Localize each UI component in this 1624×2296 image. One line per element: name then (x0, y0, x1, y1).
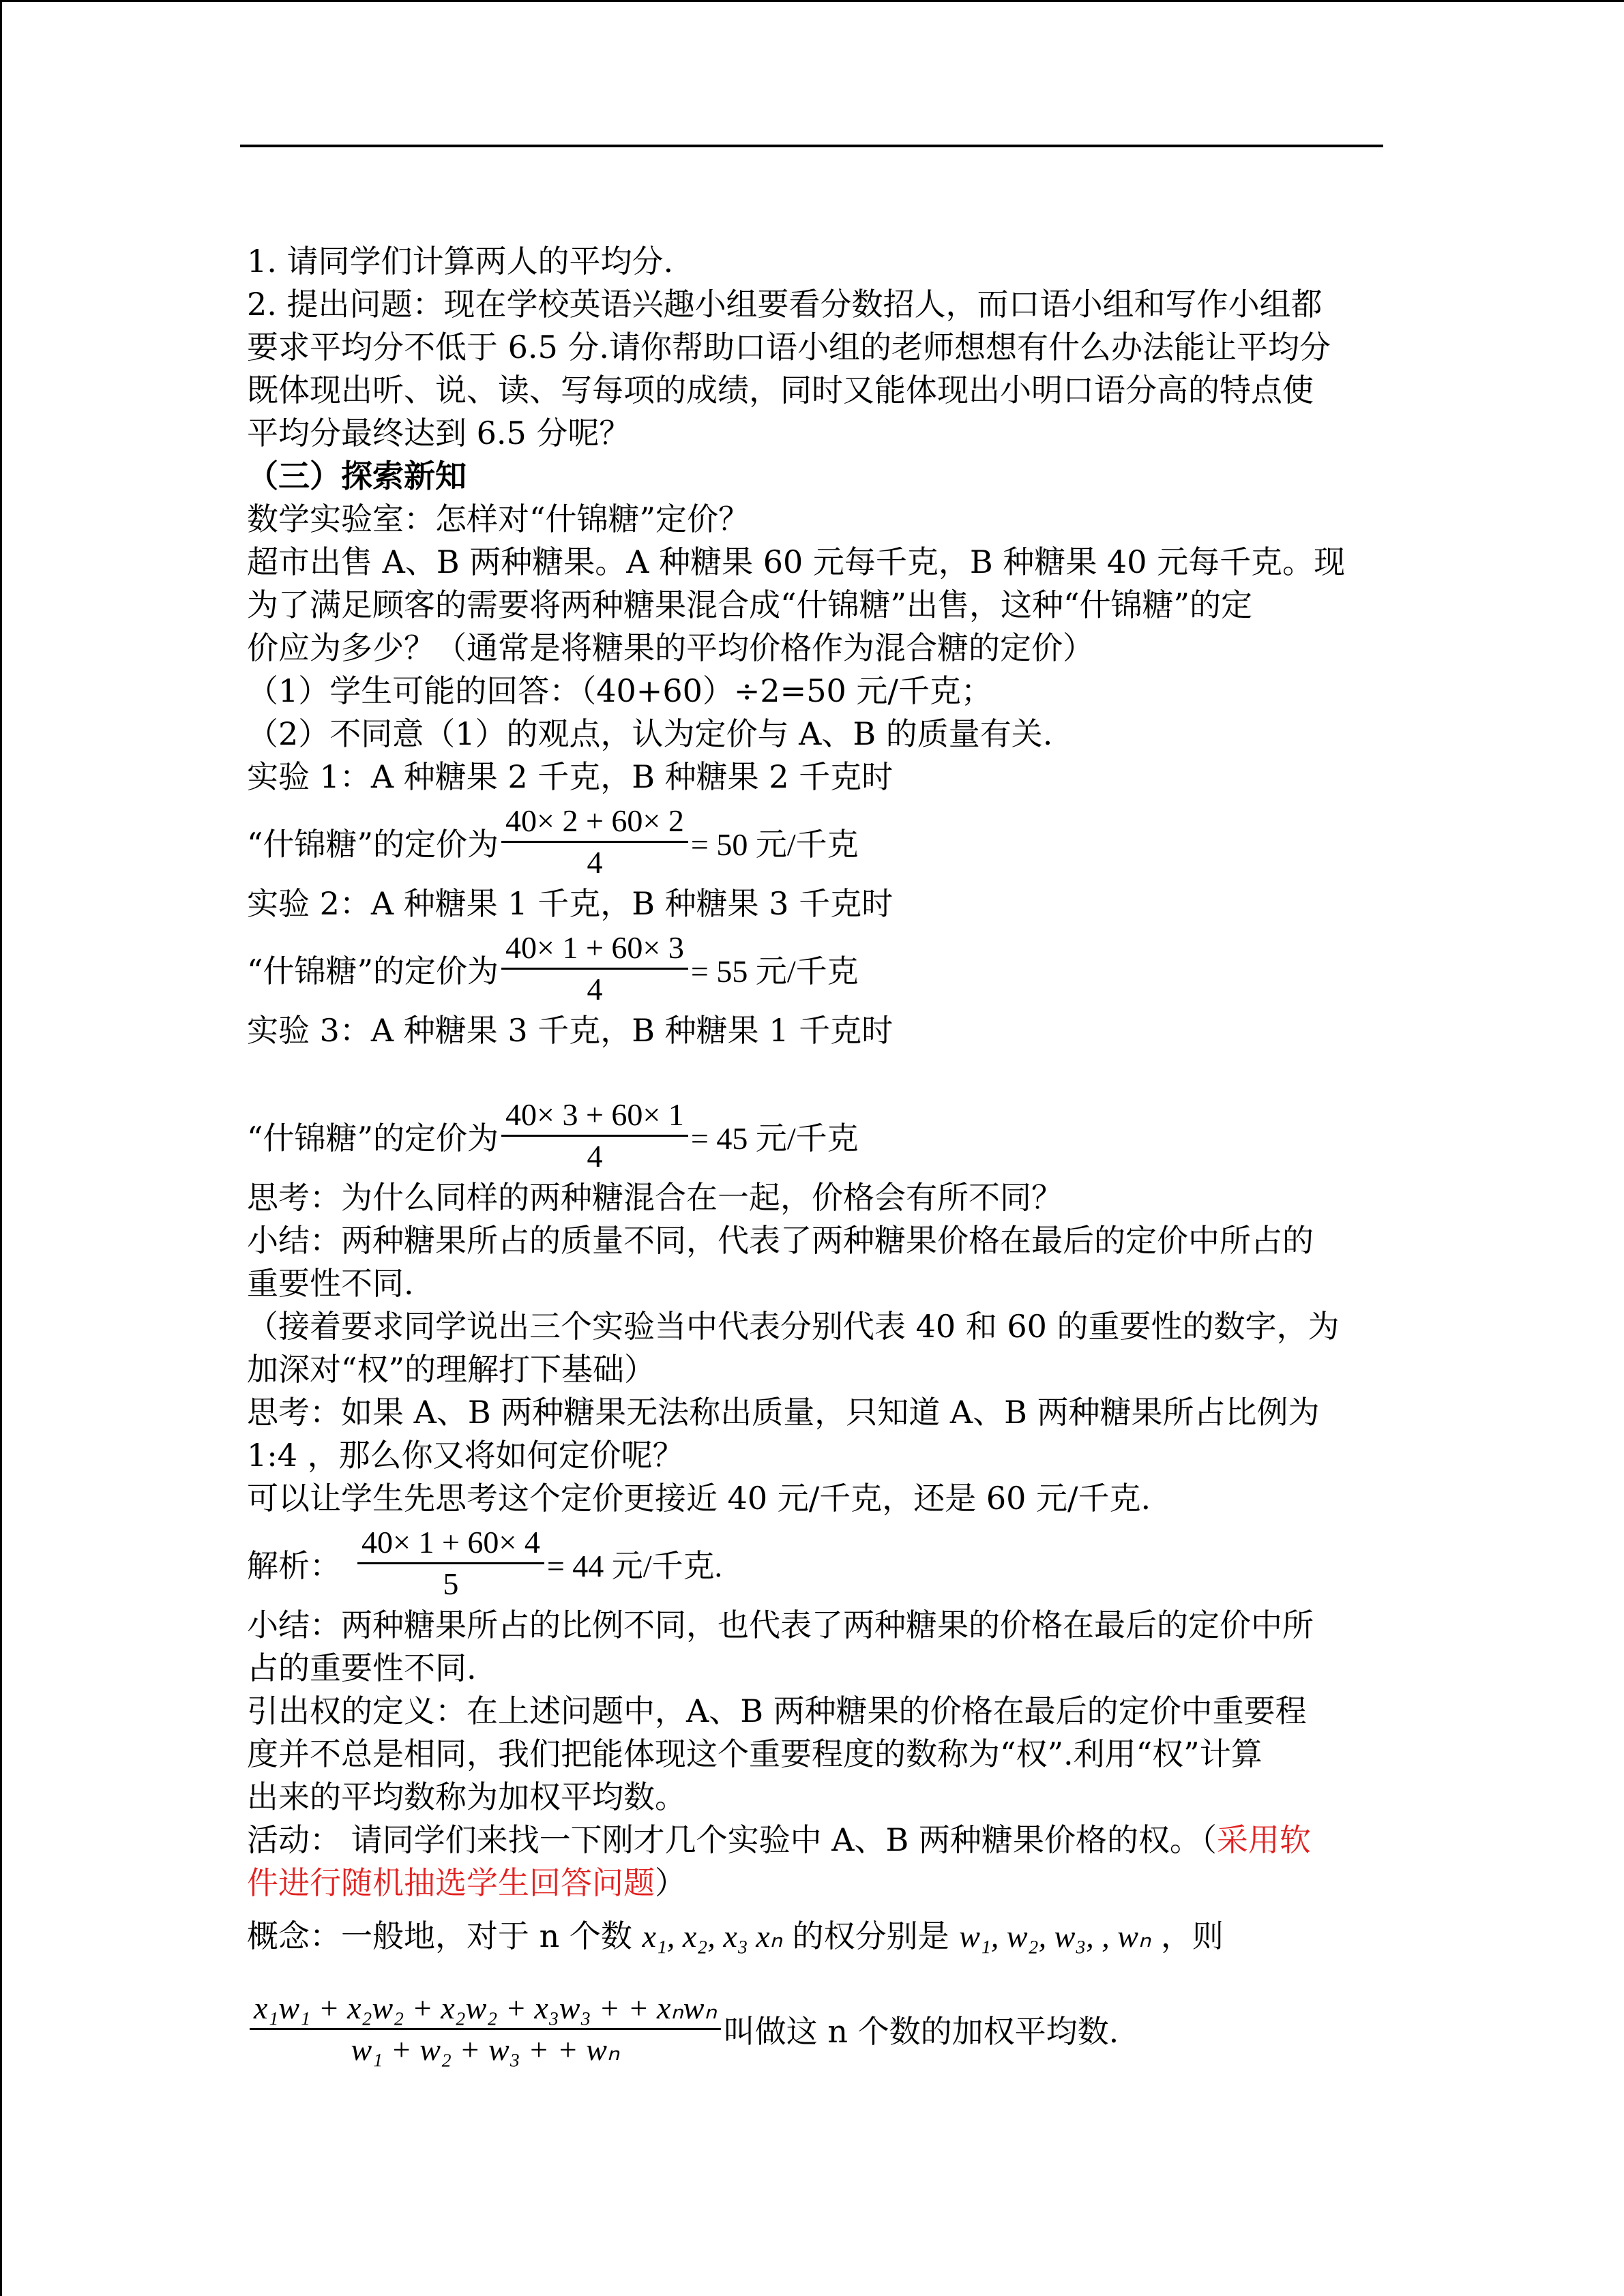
formula-prefix: “什锦糖”的定价为 (247, 952, 499, 989)
document-body (247, 240, 1382, 2070)
fraction-denominator: 4 (587, 1139, 603, 1174)
formula-result: = 44 元/千克. (546, 1548, 723, 1583)
text-line: 可以让学生先思考这个定价更接近 40 元/千克，还是 60 元/千克. (247, 1480, 1151, 1517)
fraction-denominator: 4 (587, 845, 603, 880)
text-line: 超市出售 A、B 两种糖果。A 种糖果 60 元每千克，B 种糖果 40 元每千克。现 (247, 543, 1346, 580)
math-x-list: x₁, x₂, x₃ xₙ (642, 1919, 782, 1954)
formula-experiment-1 (247, 801, 1382, 882)
formula-suffix: 叫做这 n 个数的加权平均数. (723, 2012, 1119, 2050)
formula-experiment-2 (247, 928, 1382, 1009)
text-line: 重要性不同. (247, 1265, 414, 1302)
blank-line (247, 1052, 1382, 1095)
text-line: （1）学生可能的回答：（40+60）÷2=50 元/千克； (247, 672, 992, 709)
text-line: 价应为多少？（通常是将糖果的平均价格作为混合糖的定价） (247, 629, 1094, 666)
formula-weighted-mean (247, 1988, 1382, 2070)
section-heading: （三）探索新知 (247, 458, 467, 494)
text-line: 实验 2：A 种糖果 1 千克，B 种糖果 3 千克时 (247, 885, 894, 922)
text-line: 1. 请同学们计算两人的平均分. (247, 243, 674, 280)
text-line: 思考：为什么同样的两种糖混合在一起，价格会有所不同？ (247, 1179, 1063, 1216)
formula-result: = 45 元/千克 (690, 1120, 859, 1156)
text-line: 要求平均分不低于 6.5 分.请你帮助口语小组的老师想想有什么办法能让平均分 (247, 329, 1331, 366)
formula-analysis (247, 1523, 1382, 1604)
text-line: 1:4 ，那么你又将如何定价呢？ (247, 1437, 684, 1474)
fraction-denominator: w₁ + w₂ + w₃ + + wₙ (351, 2032, 620, 2067)
formula-prefix: “什锦糖”的定价为 (247, 825, 499, 863)
text-line: 加深对“权”的理解打下基础） (247, 1351, 656, 1388)
concept-mid: 的权分别是 (792, 1918, 949, 1954)
formula-experiment-3 (247, 1095, 1382, 1176)
fraction-numerator: 40× 2 + 60× 2 (501, 801, 688, 843)
text-line: 平均分最终达到 6.5 分呢？ (247, 415, 631, 451)
fraction (357, 1523, 544, 1604)
activity-line (247, 1819, 1382, 1862)
formula-result: = 50 元/千克 (690, 826, 859, 862)
activity-tail: ） (655, 1864, 686, 1901)
fraction-numerator: 40× 1 + 60× 3 (501, 928, 688, 970)
text-line: 度并不总是相同，我们把能体现这个重要程度的数称为“权”.利用“权”计算 (247, 1735, 1263, 1772)
fraction (501, 1095, 688, 1176)
activity-text: 活动： 请同学们来找一下刚才几个实验中 A、B 两种糖果价格的权。（ (247, 1821, 1217, 1858)
math-w-list: w₁, w₂, w₃, , wₙ (959, 1919, 1151, 1954)
text-line: 实验 3：A 种糖果 3 千克，B 种糖果 1 千克时 (247, 1012, 894, 1049)
fraction-numerator: 40× 3 + 60× 1 (501, 1095, 688, 1137)
text-line: （2）不同意（1）的观点，认为定价与 A、B 的质量有关. (247, 715, 1053, 752)
fraction-numerator: x₁w₁ + x₂w₂ + x₂w₂ + x₃w₃ + + xₙwₙ (250, 1988, 721, 2030)
text-line: （接着要求同学说出三个实验当中代表分别代表 40 和 60 的重要性的数字，为 (247, 1308, 1340, 1345)
fraction-numerator: 40× 1 + 60× 4 (357, 1523, 544, 1564)
text-line: 引出权的定义：在上述问题中，A、B 两种糖果的价格在最后的定价中重要程 (247, 1693, 1307, 1729)
formula-result: = 55 元/千克 (690, 953, 859, 989)
fraction (250, 1988, 721, 2070)
text-line: 数学实验室：怎样对“什锦糖”定价？ (247, 501, 750, 537)
text-line: 2. 提出问题：现在学校英语兴趣小组要看分数招人，而口语小组和写作小组都 (247, 286, 1323, 323)
text-line: 实验 1：A 种糖果 2 千克，B 种糖果 2 千克时 (247, 758, 894, 795)
fraction (501, 928, 688, 1009)
formula-prefix: “什锦糖”的定价为 (247, 1119, 499, 1157)
text-line: 既体现出听、说、读、写每项的成绩，同时又能体现出小明口语分高的特点使 (247, 372, 1314, 408)
concept-line (247, 1909, 1382, 1964)
highlight-text: 件进行随机抽选学生回答问题 (247, 1864, 655, 1901)
highlight-text: 采用软 (1216, 1821, 1311, 1858)
text-line: 小结：两种糖果所占的质量不同，代表了两种糖果价格在最后的定价中所占的 (247, 1222, 1314, 1259)
text-line: 小结：两种糖果所占的比例不同，也代表了两种糖果的价格在最后的定价中所 (247, 1607, 1314, 1643)
text-line: 为了满足顾客的需要将两种糖果混合成“什锦糖”出售，这种“什锦糖”的定 (247, 586, 1253, 623)
activity-line (247, 1862, 1382, 1905)
header-rule (240, 145, 1383, 147)
text-line: 占的重要性不同. (247, 1650, 477, 1686)
concept-prefix: 概念：一般地，对于 n 个数 (247, 1918, 632, 1954)
fraction (501, 801, 688, 882)
text-line: 思考：如果 A、B 两种糖果无法称出质量，只知道 A、B 两种糖果所占比例为 (247, 1394, 1320, 1431)
fraction-denominator: 5 (443, 1566, 459, 1601)
fraction-denominator: 4 (587, 972, 603, 1007)
formula-prefix: 解析： (247, 1547, 341, 1584)
text-line: 出来的平均数称为加权平均数。 (247, 1778, 686, 1815)
concept-tail: ，则 (1160, 1918, 1224, 1954)
